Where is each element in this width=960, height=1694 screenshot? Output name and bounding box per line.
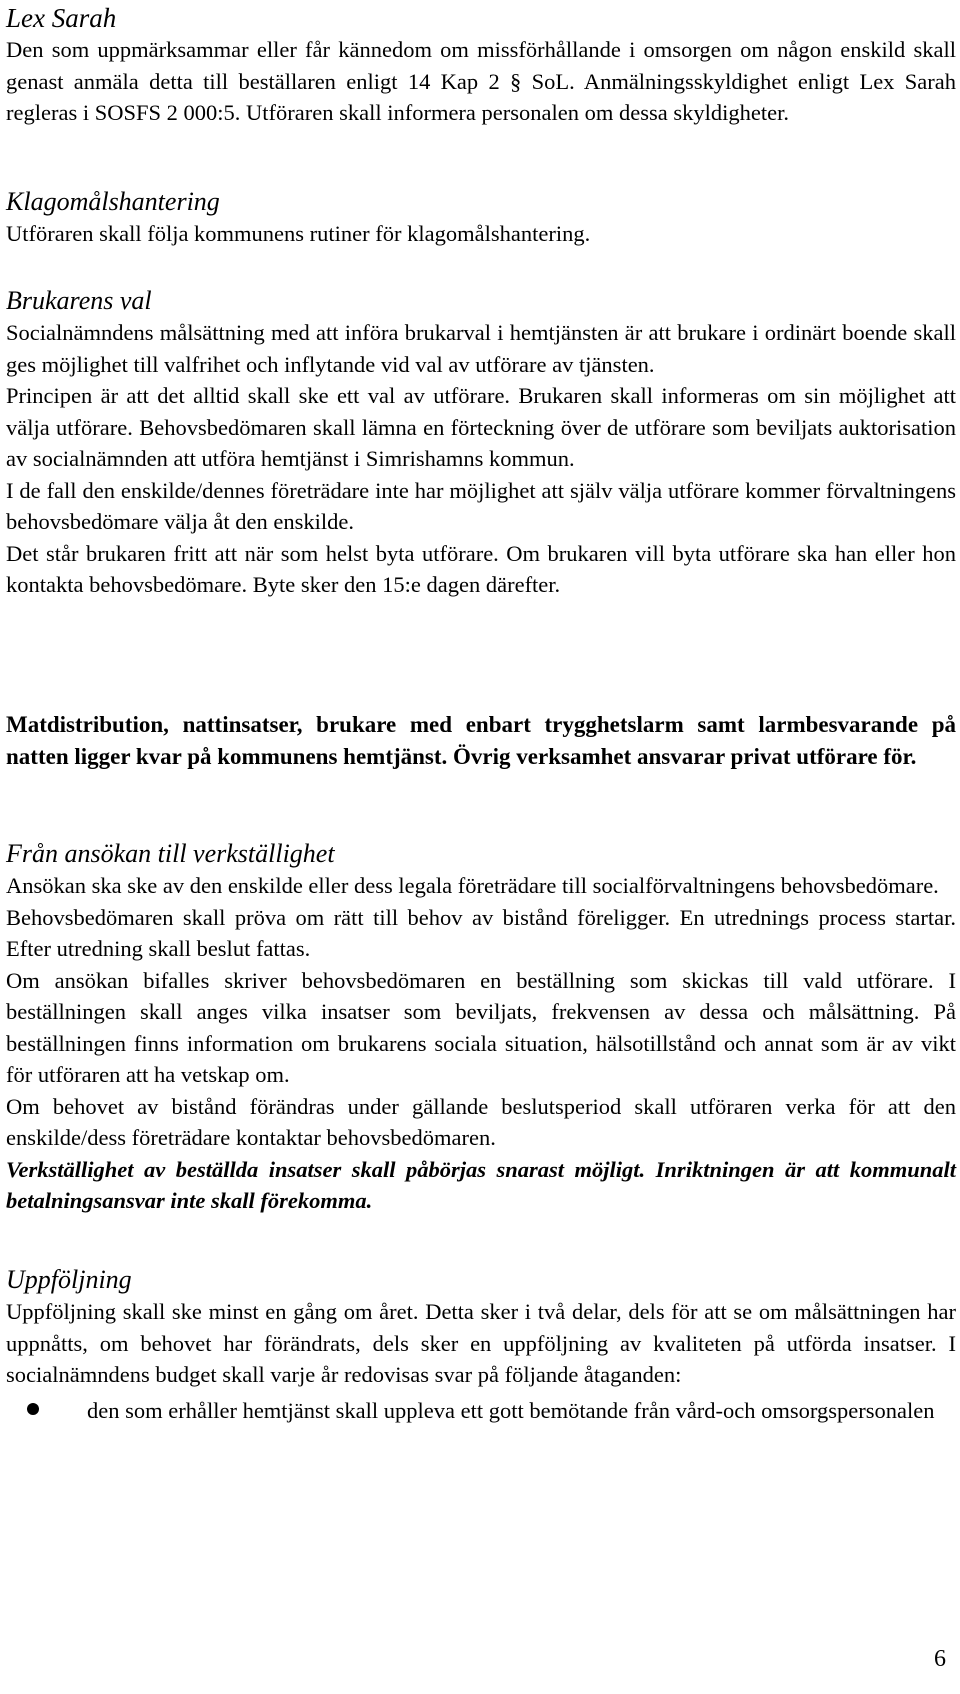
paragraph-brukarens-val-3: I de fall den enskilde/dennes företrädare inte har möjlighet att själv välja utförare kommer förvaltningens behovsbedömare välja åt den enskilde.: [6, 477, 956, 534]
section-lex-sarah: [6, 2, 956, 129]
section-brukarens-val: [6, 285, 956, 601]
bullet-dot-icon: [27, 1403, 39, 1415]
paragraph-klagomalshantering: Utföraren skall följa kommunens rutiner för klagomålshantering.: [6, 221, 591, 246]
paragraph-uppfoljning: Uppföljning skall ske minst en gång om året. Detta sker i två delar, dels för att se om målsättningen har uppnåtts, om behovet har förändrats, dels sker en uppföljning av kvaliteten på utförda insatser. I socialnämndens budget skall varje år redovisas svar på följande åtaganden:: [6, 1299, 956, 1387]
paragraph-fran-ansokan-1: Ansökan ska ske av den enskilde eller dess legala företrädare till socialförvaltningens behovsbedömare.: [6, 873, 939, 898]
heading-uppfoljning: Uppföljning: [6, 1265, 132, 1294]
heading-fran-ansokan: Från ansökan till verkställighet: [6, 839, 335, 868]
section-bold-note: [6, 709, 956, 773]
emphasis-verkstallighet: Verkställighet av beställda insatser skall påbörjas snarast möjligt. Inriktningen är att kommunalt betalningsansvar inte skall förekomma.: [6, 1156, 956, 1213]
list-item-text: den som erhåller hemtjänst skall uppleva ett gott bemötande från vård-och omsorgspersonalen: [87, 1397, 935, 1423]
list-item: [6, 1395, 956, 1427]
page-number: 6: [934, 1646, 946, 1672]
paragraph-fran-ansokan-3: Om ansökan bifalles skriver behovsbedömaren en beställning som skickas till vald utförare. I beställningen skall anges vilka insatser som beviljats, frekvensen av dessa och målsättning. På beställningen finns information om brukarens sociala situation, hälsotillstånd och annat som är av vikt för utföraren att ha vetskap om.: [6, 967, 956, 1087]
paragraph-brukarens-val-4: Det står brukaren fritt att när som helst byta utförare. Om brukaren vill byta utförare ska han eller hon kontakta behovsbedömare. Byte sker den 15:e dagen därefter.: [6, 540, 956, 597]
paragraph-brukarens-val-1: Socialnämndens målsättning med att införa brukarval i hemtjänsten är att brukare i ordinärt boende skall ges möjlighet till valfrihet och inflytande vid val av utförare av tjänsten.: [6, 320, 956, 377]
paragraph-fran-ansokan-2: Behovsbedömaren skall pröva om rätt till behov av bistånd föreligger. En utrednings process startar. Efter utredning skall beslut fattas.: [6, 904, 956, 961]
bullet-list: [6, 1395, 956, 1427]
paragraph-brukarens-val-2: Principen är att det alltid skall ske ett val av utförare. Brukaren skall informeras om sin möjlighet att välja utförare. Behovsbedömaren skall lämna en förteckning över de utförare som beviljats auktorisation av socialnämnden att utföra hemtjänst i Simrishamns kommun.: [6, 383, 956, 471]
heading-brukarens-val: Brukarens val: [6, 286, 152, 315]
section-uppfoljning: [6, 1264, 956, 1426]
section-fran-ansokan: [6, 838, 956, 1217]
paragraph-fran-ansokan-4: Om behovet av bistånd förändras under gällande beslutsperiod skall utföraren verka för att den enskilde/dess företrädare kontaktar behovsbedömaren.: [6, 1093, 956, 1150]
heading-lex-sarah: Lex Sarah: [6, 3, 117, 33]
paragraph-lex-sarah: Den som uppmärksammar eller får kännedom om missförhållande i omsorgen om någon enskild skall genast anmäla detta till beställaren enligt 14 Kap 2 § SoL. Anmälningsskyldighet enligt Lex Sarah regleras i SOSFS 2 000:5. Utföraren skall informera personalen om dessa skyldigheter.: [6, 37, 956, 125]
section-klagomalshantering: [6, 186, 956, 250]
heading-klagomalshantering: Klagomålshantering: [6, 187, 220, 216]
bold-note: Matdistribution, nattinsatser, brukare med enbart trygghetslarm samt larmbesvarande på natten ligger kvar på kommunens hemtjänst. Övrig verksamhet ansvarar privat utförare för.: [6, 712, 956, 769]
